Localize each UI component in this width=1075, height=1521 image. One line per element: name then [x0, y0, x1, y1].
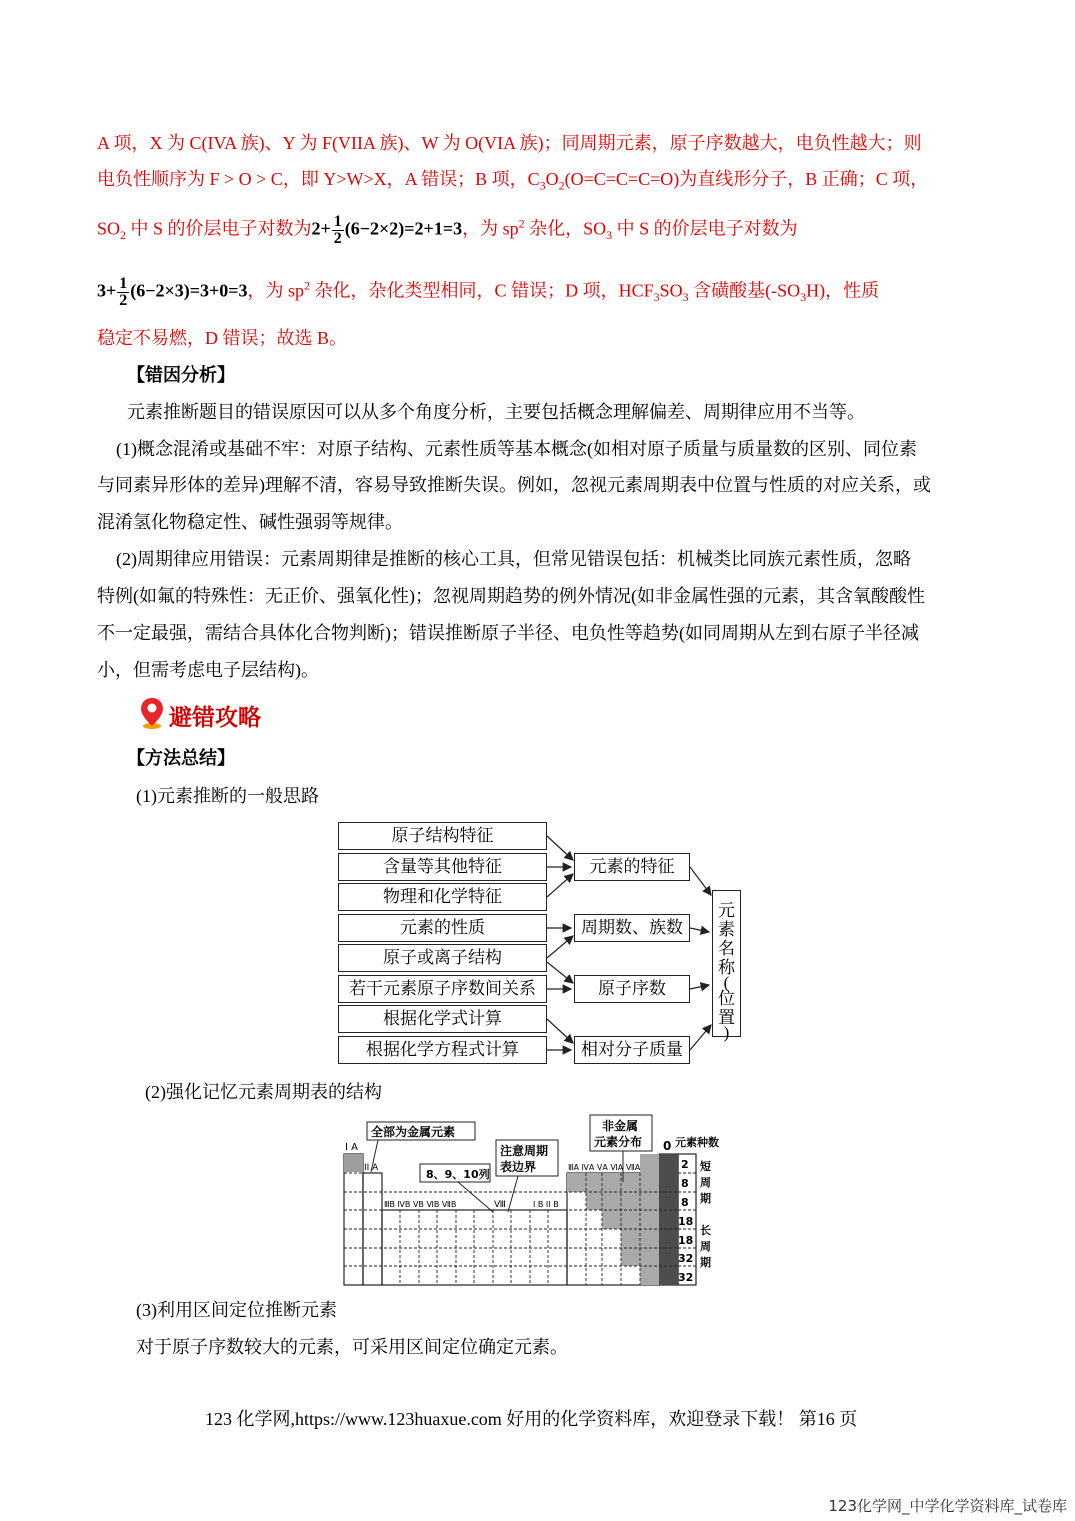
count-cell: 18 [678, 1234, 694, 1247]
callout-metal: 全部为金属元素 [371, 1125, 456, 1139]
analysis-p2-line1: (2)周期律应用错误：元素周期律是推断的核心工具，但常见错误包括：机械类比同族元素性质，忽略 [116, 549, 911, 569]
flow-left-box: 含量等其他特征 [338, 853, 547, 881]
analysis-p2-line3: 不一定最强，需结合具体化合物判断)；错误推断原子半径、电负性等趋势(如同周期从左到右原子半径减 [97, 623, 919, 643]
group-zero-fill [659, 1154, 678, 1285]
page-footer: 123 化学网,https://www.123huaxue.com 好用的化学资料库，欢迎登录下载！ 第16 页 [205, 1409, 858, 1429]
analysis-p1-line2: 与同素异形体的差异)理解不清，容易导致推断失误。例如，忽视元素周期表中位置与性质的对应关系，或 [97, 475, 931, 495]
answer-line-5: 稳定不易燃，D 错误；故选 B。 [97, 328, 348, 348]
method-item-3-text: 对于原子序数较大的元素，可采用区间定位确定元素。 [136, 1337, 568, 1357]
label-viii: Ⅷ [494, 1200, 506, 1210]
answer-line-2: 电负性顺序为 F > O > C，即 Y>W>X，A 错误；B 项，$C_3O_2(O=C=C=C=O)$为直线形分子，B 正确；C 项， [97, 169, 929, 193]
count-cell: 32 [678, 1271, 694, 1284]
math-expression: 2+ [311, 218, 331, 239]
method-item-1: (1)元素推断的一般思路 [136, 786, 319, 806]
count-cell: 2 [681, 1158, 689, 1171]
flow-left-box: 若干元素原子序数间关系 [338, 975, 547, 1003]
short-period-label: 周 [700, 1176, 711, 1189]
long-period-label: 长 [700, 1224, 711, 1237]
callout-cols: 8、9、10列 [426, 1168, 490, 1181]
callout-nonmetal-1: 非金属 [602, 1119, 639, 1133]
long-period-label: 周 [700, 1240, 711, 1253]
method-heading: 【方法总结】 [127, 748, 235, 768]
flow-left-box: 原子结构特征 [338, 822, 547, 850]
short-period-label: 短 [700, 1160, 711, 1173]
label-iia: II A [364, 1163, 379, 1173]
flow-result-box: 元 素 名 称 ( 位 置 ) [712, 890, 741, 1037]
short-period-label: 期 [700, 1192, 711, 1205]
flow-left-box: 元素的性质 [338, 914, 547, 942]
callout-boundary-2: 表边界 [500, 1160, 537, 1174]
periodic-table-diagram [338, 1112, 748, 1292]
location-pin-icon [139, 696, 165, 730]
label-element-kinds: 元素种数 [675, 1136, 719, 1149]
flow-middle-box: 相对分子质量 [574, 1036, 690, 1064]
label-a-groups: ⅢA ⅣA ⅤA ⅥA ⅦA [568, 1163, 641, 1172]
label-ia: I A [345, 1142, 358, 1153]
ia-hydrogen-fill [344, 1154, 363, 1172]
callout-boundary-1: 注意周期 [500, 1144, 549, 1158]
analysis-p2-line2: 特例(如氟的特殊性：无正价、强氧化性)；忽视周期趋势的例外情况(如非金属性强的元素，其含氧酸酸性 [97, 586, 925, 606]
answer-line-3: $SO_2$ 中 S 的价层电子对数为2+ $\frac{1}{2}$ (6−2×2)=2+1=3，为 $sp^2$ 杂化，$SO_3$ 中 S 的价层电子对数为 [97, 213, 798, 247]
long-period-label: 期 [700, 1256, 711, 1269]
flow-left-box: 根据化学方程式计算 [338, 1036, 547, 1064]
analysis-heading: 【错因分析】 [127, 365, 235, 385]
answer-line-1: A 项，X 为 C(IVA 族)、Y 为 F(VIIA 族)、W 为 O(VIA 族)；同周期元素，原子序数越大，电负性越大；则 [97, 133, 922, 153]
fraction: $\frac{1}{2}$ [119, 275, 128, 309]
watermark: 123化学网_中学化学资料库_试卷库 [828, 1497, 1067, 1515]
analysis-p1-line1: (1)概念混淆或基础不牢：对原子结构、元素性质等基本概念(如相对原子质量与质量数的区别、同位素 [116, 439, 917, 459]
analysis-p1-line3: 混淆氢化物稳定性、碱性强弱等规律。 [97, 512, 403, 532]
section-title: 避错攻略 [169, 705, 261, 731]
math-expression: 3+ [97, 280, 117, 301]
method-item-2: (2)强化记忆元素周期表的结构 [145, 1082, 382, 1102]
flow-left-box: 根据化学式计算 [338, 1005, 547, 1033]
count-cell: 8 [681, 1196, 689, 1209]
flow-left-box: 原子或离子结构 [338, 944, 547, 972]
label-b-groups: ⅢB ⅣB ⅤB ⅥB ⅦB [384, 1200, 457, 1209]
flow-left-box: 物理和化学特征 [338, 883, 547, 911]
callout-nonmetal-2: 元素分布 [594, 1135, 643, 1149]
fraction: $\frac{1}{2}$ [333, 213, 342, 247]
count-cell: 8 [681, 1177, 689, 1190]
label-zero: 0 [663, 1139, 672, 1153]
flow-middle-box: 元素的特征 [574, 853, 690, 881]
count-cell: 32 [678, 1252, 694, 1265]
answer-line-4: 3+ $\frac{1}{2}$ (6−2×3)=3+0=3，为 $sp^2$ 杂化，杂化类型相同，C 错误；D 项，$HCF_3SO_3$ 含磺酸基$(-SO_3H)$，性质 [97, 275, 880, 309]
analysis-p2-line4: 小，但需考虑电子层结构)。 [97, 660, 319, 680]
flow-middle-box: 原子序数 [574, 975, 690, 1003]
count-cell: 18 [678, 1215, 694, 1228]
label-ib-iib: I B II B [533, 1200, 559, 1209]
method-item-3: (3)利用区间定位推断元素 [136, 1300, 337, 1320]
flow-middle-box: 周期数、族数 [574, 914, 690, 942]
analysis-intro: 元素推断题目的错误原因可以从多个角度分析，主要包括概念理解偏差、周期律应用不当等。 [127, 402, 865, 422]
